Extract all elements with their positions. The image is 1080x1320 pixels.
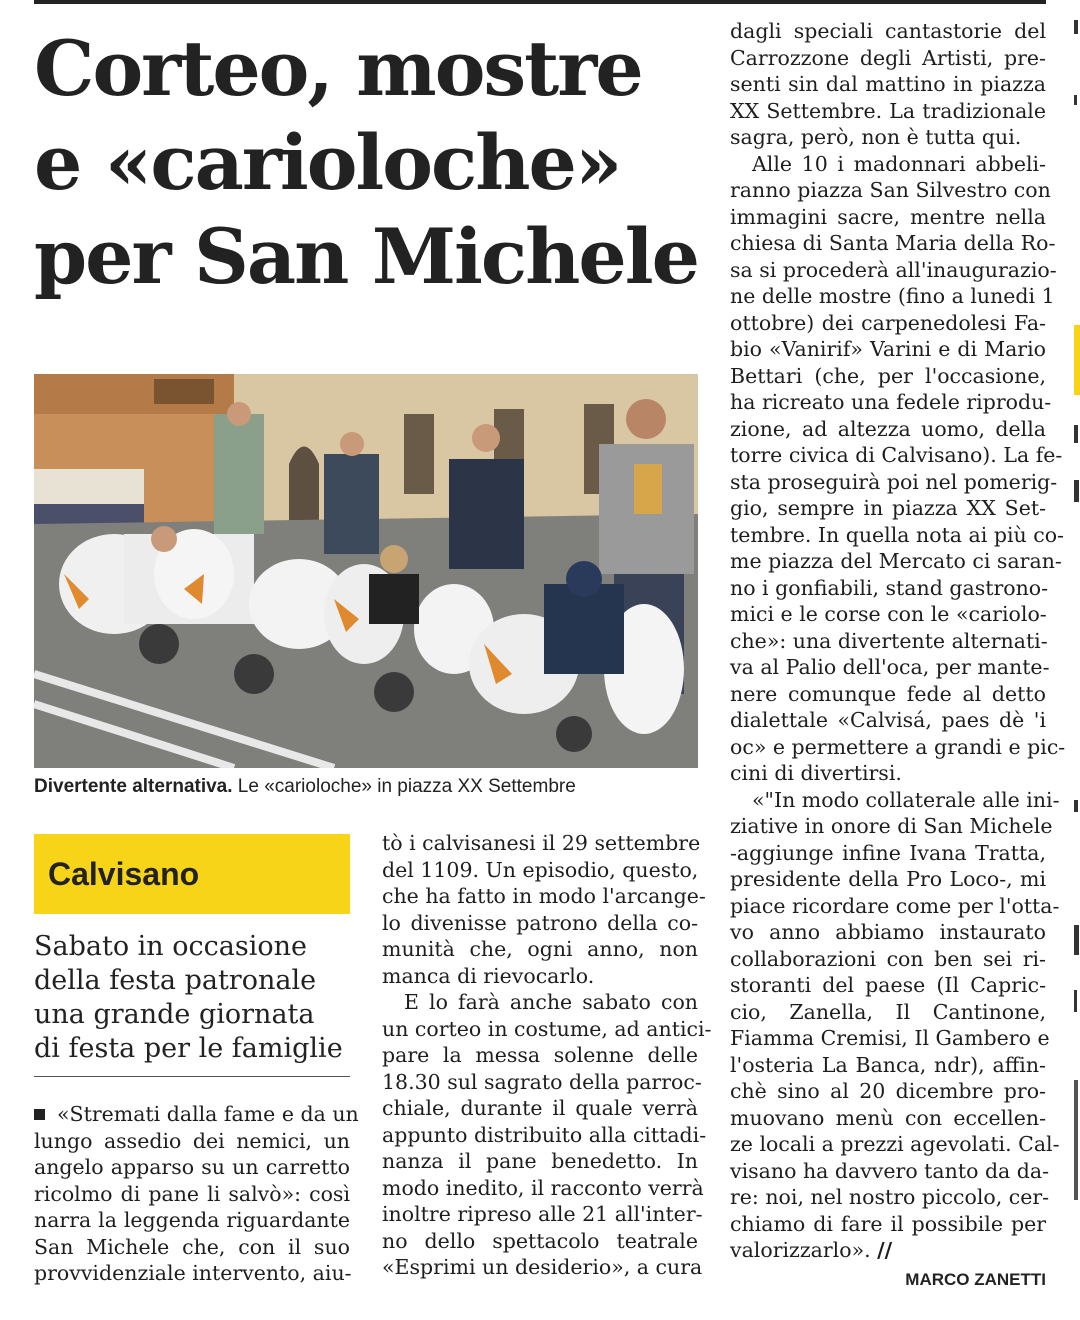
text-line: ha ricreato una fedele riprodu- bbox=[730, 390, 1052, 414]
text-line: oc» e permettere a grandi e pic- bbox=[730, 734, 1066, 759]
photo-illustration bbox=[34, 374, 698, 768]
text-line: Alle 10 i madonnari abbeli- bbox=[752, 151, 1046, 176]
text-line: nere comunque fede al detto bbox=[730, 681, 1046, 706]
text-line: tembre. In quella nota ai più co- bbox=[730, 522, 1064, 547]
text-line: Carrozzone degli Artisti, pre- bbox=[730, 45, 1046, 70]
text-column-3 bbox=[730, 18, 1066, 1264]
text-line: mici e le corse con le «cariolo- bbox=[730, 602, 1047, 626]
text-line-content: «Stremati dalla fame e da un bbox=[57, 1102, 359, 1126]
subhead-line: di festa per le famiglie bbox=[34, 1033, 343, 1064]
headline-line: per San Michele bbox=[34, 212, 698, 301]
section-label: Calvisano bbox=[48, 856, 200, 892]
text-line: sagra, però, non è tutta qui. bbox=[730, 125, 1022, 149]
text-line: storanti del paese (Il Capric- bbox=[730, 973, 1046, 997]
text-line: dagli speciali cantastorie del bbox=[730, 19, 1046, 43]
text-line: narra la leggenda riguardante bbox=[34, 1208, 350, 1232]
text-column-2 bbox=[382, 830, 712, 1281]
text-line: ranno piazza San Silvestro con bbox=[730, 178, 1051, 202]
text-line: ziative in onore di San Michele bbox=[730, 814, 1053, 838]
text-line: no i gonfiabili, stand gastrono- bbox=[730, 575, 1049, 600]
text-line: munità che, ogni anno, non bbox=[382, 937, 698, 961]
text-line: appunto distribuito alla cittadi- bbox=[382, 1122, 707, 1147]
text-line: chè sino al 20 dicembre pro- bbox=[730, 1079, 1046, 1103]
text-line: un corteo in costume, ad antici- bbox=[382, 1016, 712, 1041]
text-line: va al Palio dell'oca, per mante- bbox=[730, 655, 1050, 679]
headline-line: Corteo, mostre bbox=[34, 24, 642, 113]
text-line: ne delle mostre (fino a lunedi 1 bbox=[730, 284, 1055, 308]
text-line bbox=[34, 1101, 359, 1128]
text-line: lungo assedio dei nemici, un bbox=[34, 1128, 350, 1153]
text-line: piace ricordare come per l'otta- bbox=[730, 893, 1060, 918]
subhead-line: della festa patronale bbox=[34, 965, 317, 996]
text-line: manca di rievocarlo. bbox=[382, 963, 595, 988]
text-line: tò i calvisanesi il 29 settembre bbox=[382, 831, 701, 855]
text-line: torre civica di Calvisano). La fe- bbox=[730, 443, 1063, 467]
byline: MARCO ZANETTI bbox=[905, 1270, 1046, 1289]
text-line: angelo apparso su un carretto bbox=[34, 1155, 350, 1179]
text-line bbox=[730, 1237, 1046, 1264]
text-line: chiamo di fare il possibile per bbox=[730, 1211, 1046, 1236]
text-line: bio «Vanirif» Varini e di Mario bbox=[730, 337, 1046, 361]
text-line: collaborazioni con ben sei ri- bbox=[730, 946, 1046, 971]
text-line: del 1109. Un episodio, questo, bbox=[382, 857, 699, 882]
text-line: vo anno abbiamo instaurato bbox=[730, 920, 1046, 944]
text-line: sa si procederà all'inaugurazio- bbox=[730, 257, 1057, 282]
text-line: muovano menù con eccellen- bbox=[730, 1105, 1046, 1130]
text-line: XX Settembre. La tradizionale bbox=[730, 98, 1046, 123]
text-line: l'osteria La Banca, ndr), affin- bbox=[730, 1052, 1046, 1077]
text-line: cini di divertirsi. bbox=[730, 761, 902, 785]
text-column-1 bbox=[34, 1101, 359, 1287]
text-line: «Esprimi un desiderio», a cura bbox=[382, 1255, 703, 1279]
headline bbox=[34, 22, 714, 304]
text-line: «"In modo collaterale alle ini- bbox=[752, 787, 1060, 812]
bullet-icon bbox=[34, 1109, 45, 1120]
subhead-rule bbox=[34, 1076, 350, 1077]
text-line: modo inedito, il racconto verrà bbox=[382, 1175, 704, 1200]
caption-lead: Divertente alternativa. bbox=[34, 776, 233, 797]
caption-text: Le «carioloche» in piazza XX Settembre bbox=[232, 776, 576, 797]
text-line: provvidenziale intervento, aiu- bbox=[34, 1261, 352, 1285]
page-edge-fragments bbox=[1074, 0, 1080, 1320]
subheadline bbox=[34, 930, 350, 1066]
text-line: me piazza del Mercato ci saran- bbox=[730, 549, 1062, 573]
article-photo bbox=[34, 374, 698, 768]
text-line: gio, sempre in piazza XX Set- bbox=[730, 496, 1046, 520]
text-line: chiesa di Santa Maria della Ro- bbox=[730, 231, 1056, 255]
text-line: ottobre) dei carpenedolesi Fa- bbox=[730, 310, 1046, 335]
text-line: presidente della Pro Loco-, mi bbox=[730, 867, 1046, 891]
text-line: Bettari (che, per l'occasione, bbox=[730, 363, 1046, 388]
text-line: nanza il pane benedetto. In bbox=[382, 1149, 698, 1173]
text-line: San Michele che, con il suo bbox=[34, 1234, 350, 1259]
text-line: -aggiunge infine Ivana Tratta, bbox=[730, 840, 1046, 865]
text-line: E lo farà anche sabato con bbox=[404, 990, 698, 1014]
text-line: inoltre ripreso alle 21 all'inter- bbox=[382, 1202, 703, 1226]
section-tag bbox=[34, 834, 350, 914]
text-line: pare la messa solenne delle bbox=[382, 1043, 698, 1067]
text-line: 18.30 sul sagrato della parroc- bbox=[382, 1069, 702, 1094]
text-line: immagini sacre, mentre nella bbox=[730, 204, 1046, 229]
text-line: ze locali a prezzi agevolati. Cal- bbox=[730, 1132, 1060, 1156]
text-line: sta proseguirà poi nel pomerig- bbox=[730, 469, 1058, 494]
text-line: visano ha davvero tanto da da- bbox=[730, 1158, 1050, 1183]
top-rule bbox=[34, 0, 1046, 4]
end-mark: // bbox=[877, 1238, 893, 1262]
text-line: che ha fatto in modo l'arcange- bbox=[382, 884, 706, 908]
text-line: che»: una divertente alternati- bbox=[730, 628, 1048, 653]
subhead-line: Sabato in occasione bbox=[34, 931, 307, 962]
text-line: Fiamma Cremisi, Il Gambero e bbox=[730, 1026, 1050, 1050]
photo-caption bbox=[34, 776, 698, 798]
text-line: zione, ad altezza uomo, della bbox=[730, 416, 1046, 441]
text-line-content: valorizzarlo». bbox=[730, 1238, 871, 1262]
text-line: no dello spettacolo teatrale bbox=[382, 1228, 698, 1253]
text-line: ricolmo di pane li salvò»: così bbox=[34, 1181, 350, 1206]
text-line: re: noi, nel nostro piccolo, cer- bbox=[730, 1185, 1050, 1209]
text-line: lo divenisse patrono della co- bbox=[382, 910, 698, 935]
headline-line: e «carioloche» bbox=[34, 118, 621, 207]
text-line: dialettale «Calvisá, paes dè 'i bbox=[730, 708, 1046, 732]
text-line: senti sin dal mattino in piazza bbox=[730, 72, 1046, 96]
text-line: chiale, durante il quale verrà bbox=[382, 1096, 698, 1120]
subhead-line: una grande giornata bbox=[34, 999, 315, 1030]
text-line: cio, Zanella, Il Cantinone, bbox=[730, 999, 1046, 1024]
